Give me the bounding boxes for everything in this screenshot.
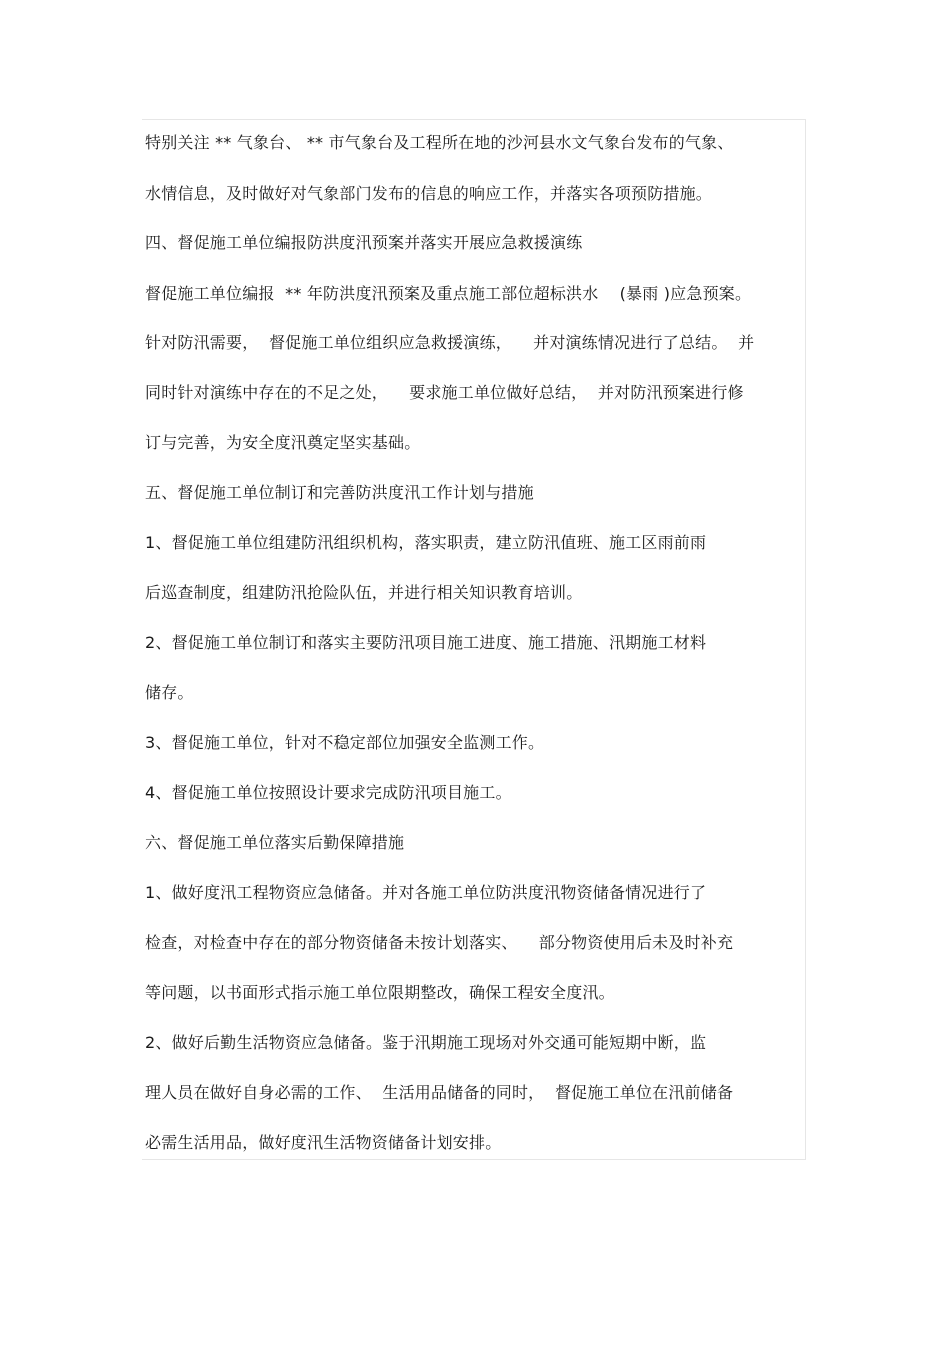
- list-item-continuation: 理人员在做好自身必需的工作、 生活用品储备的同时， 督促施工单位在汛前储备: [145, 1083, 734, 1102]
- paragraph-line: 针对防汛需要， 督促施工单位组织应急救援演练， 并对演练情况进行了总结。 并: [145, 333, 755, 352]
- list-item: 1、做好度汛工程物资应急储备。并对各施工单位防洪度汛物资储备情况进行了: [145, 883, 707, 902]
- list-item-continuation: 储存。: [145, 683, 194, 702]
- paragraph-line: 订与完善，为安全度汛奠定坚实基础。: [145, 433, 421, 452]
- list-item-continuation: 必需生活用品，做好度汛生活物资储备计划安排。: [145, 1133, 502, 1152]
- paragraph-line: 水情信息，及时做好对气象部门发布的信息的响应工作，并落实各项预防措施。: [145, 184, 713, 203]
- section-heading: 六、督促施工单位落实后勤保障措施: [145, 833, 405, 852]
- list-item: 2、做好后勤生活物资应急储备。鉴于汛期施工现场对外交通可能短期中断，监: [145, 1033, 707, 1052]
- paragraph-line: 督促施工单位编报 ** 年防洪度汛预案及重点施工部位超标洪水 (暴雨 )应急预案。: [145, 284, 752, 303]
- list-item: 4、督促施工单位按照设计要求完成防汛项目施工。: [145, 783, 512, 802]
- section-heading: 五、督促施工单位制订和完善防洪度汛工作计划与措施: [145, 483, 534, 502]
- paragraph-line: 特别关注 ** 气象台、 ** 市气象台及工程所在地的沙河县水文气象台发布的气象、: [145, 133, 734, 152]
- list-item-continuation: 后巡查制度，组建防汛抢险队伍，并进行相关知识教育培训。: [145, 583, 583, 602]
- list-item-continuation: 等问题，以书面形式指示施工单位限期整改，确保工程安全度汛。: [145, 983, 615, 1002]
- list-item: 1、督促施工单位组建防汛组织机构，落实职责，建立防汛值班、施工区雨前雨: [145, 533, 707, 552]
- list-item: 2、督促施工单位制订和落实主要防汛项目施工进度、施工措施、汛期施工材料: [145, 633, 707, 652]
- list-item: 3、督促施工单位，针对不稳定部位加强安全监测工作。: [145, 733, 545, 752]
- list-item-continuation: 检查，对检查中存在的部分物资储备未按计划落实、 部分物资使用后未及时补充: [145, 933, 734, 952]
- paragraph-line: 同时针对演练中存在的不足之处， 要求施工单位做好总结， 并对防汛预案进行修: [145, 383, 744, 402]
- section-heading: 四、督促施工单位编报防洪度汛预案并落实开展应急救援演练: [145, 233, 583, 252]
